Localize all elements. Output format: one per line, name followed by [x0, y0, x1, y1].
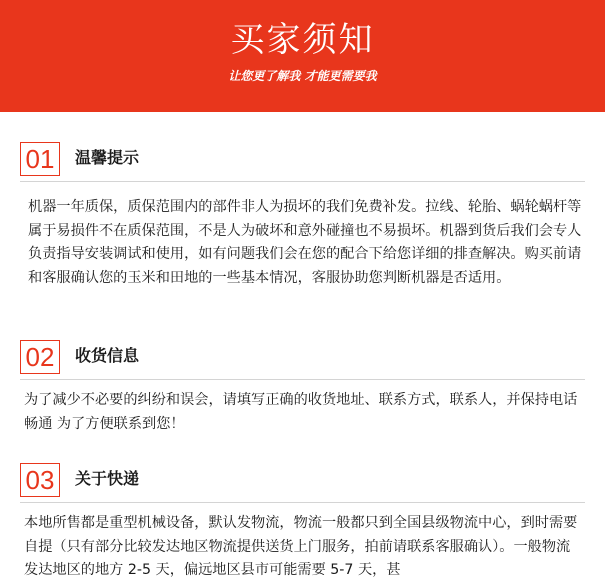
section-title: 收货信息 — [75, 346, 140, 365]
section-heading-tips — [20, 142, 585, 182]
section-body-shipping-info: 为了减少不必要的纠纷和误会，请填写正确的收货地址、联系方式，联系人，并保持电话畅通 为了方便联系到您！ — [24, 392, 578, 432]
section-body-delivery: 本地所售都是重型机械设备，默认发物流，物流一般都只到全国县级物流中心，到时需要自提（只有部分比较发达地区物流提供送货上门服务，拍前请联系客服确认）。一般物流发达地区的地方 2-5 天，偏远地区县市可能需要 5-7 天，甚 — [24, 515, 578, 578]
section-title: 温馨提示 — [75, 148, 140, 167]
section-number-badge: 01 — [20, 142, 60, 176]
section-divider — [20, 379, 585, 380]
section-number-badge: 03 — [20, 463, 60, 497]
header-banner — [0, 0, 605, 112]
page-title: 买家须知 — [230, 20, 375, 60]
section-body-tips: 机器一年质保，质保范围内的部件非人为损坏的我们免费补发。拉线、轮胎、蜗轮蜗杆等属于易损件不在质保范围，不是人为破坏和意外碰撞也不易损坏。机器到货后我们会专人负责指导安装调试和使用，如有问题我们会在您的配合下给您详细的排查解决。购买前请和客服确认您的玉米和田地的一些基本情况，客服协助您判断机器是否适用。 — [28, 199, 582, 286]
section-heading-delivery — [20, 463, 585, 503]
page-subtitle: 让您更了解我 才能更需要我 — [228, 69, 377, 83]
section-divider — [20, 181, 585, 182]
section-heading-shipping-info — [20, 340, 585, 380]
section-title: 关于快递 — [75, 469, 140, 488]
section-divider — [20, 502, 585, 503]
section-number-badge: 02 — [20, 340, 60, 374]
